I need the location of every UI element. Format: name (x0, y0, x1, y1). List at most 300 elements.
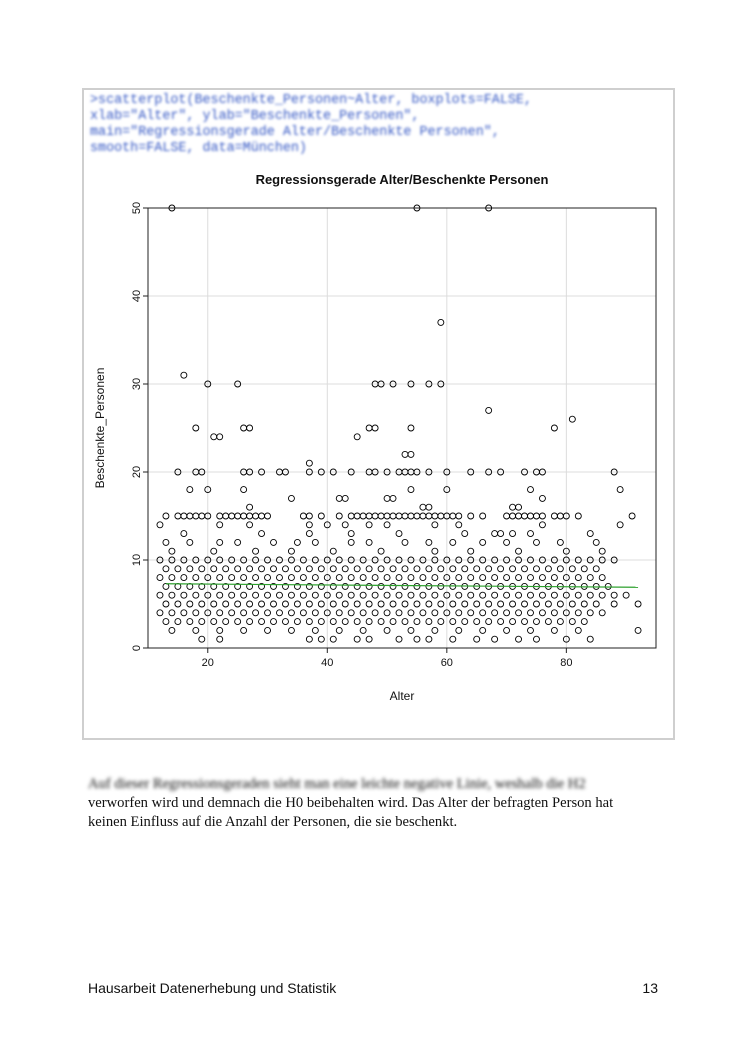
data-point (253, 592, 259, 598)
data-point (527, 513, 533, 519)
data-point (390, 495, 396, 501)
data-point (539, 522, 545, 528)
y-tick-label: 40 (131, 289, 143, 303)
data-point (384, 575, 390, 581)
data-point (378, 566, 384, 572)
data-point (330, 548, 336, 554)
data-point (157, 575, 163, 581)
data-point (378, 601, 384, 607)
data-point (420, 513, 426, 519)
data-point (611, 592, 617, 598)
data-point (187, 539, 193, 545)
data-point (354, 583, 360, 589)
data-point (181, 372, 187, 378)
data-point (456, 610, 462, 616)
data-point (318, 619, 324, 625)
data-point (306, 522, 312, 528)
data-point (163, 601, 169, 607)
data-point (545, 601, 551, 607)
data-point (551, 513, 557, 519)
data-point (587, 636, 593, 642)
data-point (217, 575, 223, 581)
data-point (271, 601, 277, 607)
data-point (253, 575, 259, 581)
data-point (199, 601, 205, 607)
data-point (342, 601, 348, 607)
data-point (504, 627, 510, 633)
data-point (247, 522, 253, 528)
data-point (276, 575, 282, 581)
data-point (474, 619, 480, 625)
data-point (187, 601, 193, 607)
data-point (480, 575, 486, 581)
data-point (211, 601, 217, 607)
data-point (163, 513, 169, 519)
data-point (169, 575, 175, 581)
data-point (533, 539, 539, 545)
data-point (372, 513, 378, 519)
data-point (354, 513, 360, 519)
data-point (450, 539, 456, 545)
data-point (522, 566, 528, 572)
data-point (306, 513, 312, 519)
data-point (241, 610, 247, 616)
data-point (426, 539, 432, 545)
data-point (396, 592, 402, 598)
data-point (318, 601, 324, 607)
data-point (211, 548, 217, 554)
data-point (360, 610, 366, 616)
data-point (306, 601, 312, 607)
data-point (372, 610, 378, 616)
data-point (330, 601, 336, 607)
data-point (318, 583, 324, 589)
data-point (330, 566, 336, 572)
data-point (408, 425, 414, 431)
data-point (306, 566, 312, 572)
data-point (253, 548, 259, 554)
data-point (408, 592, 414, 598)
data-point (593, 566, 599, 572)
data-point (408, 451, 414, 457)
data-point (288, 592, 294, 598)
data-point (187, 513, 193, 519)
data-point (330, 636, 336, 642)
data-point (312, 539, 318, 545)
data-point (402, 539, 408, 545)
data-point (533, 619, 539, 625)
data-point (390, 619, 396, 625)
data-point (330, 619, 336, 625)
data-point (569, 416, 575, 422)
data-point (241, 425, 247, 431)
data-point (408, 487, 414, 493)
data-point (372, 575, 378, 581)
data-point (522, 513, 528, 519)
data-point (390, 566, 396, 572)
data-point (581, 566, 587, 572)
data-point (539, 592, 545, 598)
data-point (450, 601, 456, 607)
data-point (348, 513, 354, 519)
data-point (522, 601, 528, 607)
data-point (551, 592, 557, 598)
data-point (510, 531, 516, 537)
data-point (516, 575, 522, 581)
data-point (294, 566, 300, 572)
code-line: xlab="Alter", ylab="Beschenkte_Personen", (90, 109, 420, 124)
data-point (372, 425, 378, 431)
data-point (294, 539, 300, 545)
data-point (527, 531, 533, 537)
data-point (420, 610, 426, 616)
data-point (539, 610, 545, 616)
data-point (593, 601, 599, 607)
data-point (462, 531, 468, 537)
data-point (516, 610, 522, 616)
x-tick-label: 40 (321, 657, 334, 669)
data-point (384, 495, 390, 501)
data-point (510, 601, 516, 607)
data-point (504, 539, 510, 545)
data-point (229, 592, 235, 598)
data-point (587, 592, 593, 598)
data-point (259, 513, 265, 519)
data-point (432, 522, 438, 528)
data-point (265, 513, 271, 519)
data-point (498, 619, 504, 625)
data-point (575, 627, 581, 633)
data-point (426, 513, 432, 519)
data-point (426, 504, 432, 510)
data-point (253, 610, 259, 616)
data-point (611, 601, 617, 607)
data-point (426, 619, 432, 625)
data-point (635, 627, 641, 633)
data-point (366, 566, 372, 572)
data-point (533, 636, 539, 642)
data-point (551, 627, 557, 633)
data-point (486, 407, 492, 413)
data-point (175, 601, 181, 607)
data-point (516, 504, 522, 510)
data-point (181, 592, 187, 598)
data-point (378, 548, 384, 554)
data-point (384, 522, 390, 528)
data-point (235, 566, 241, 572)
data-point (181, 575, 187, 581)
data-point (157, 522, 163, 528)
data-point (402, 566, 408, 572)
data-point (265, 592, 271, 598)
data-point (247, 513, 253, 519)
data-point (211, 566, 217, 572)
data-point (360, 627, 366, 633)
data-point (498, 531, 504, 537)
data-point (581, 601, 587, 607)
data-point (271, 619, 277, 625)
data-point (605, 583, 611, 589)
data-point (396, 636, 402, 642)
data-point (498, 601, 504, 607)
data-point (557, 566, 563, 572)
data-point (229, 513, 235, 519)
data-point (545, 619, 551, 625)
data-point (516, 636, 522, 642)
data-point (599, 610, 605, 616)
data-point (217, 627, 223, 633)
data-point (599, 592, 605, 598)
data-point (312, 575, 318, 581)
data-point (390, 601, 396, 607)
data-point (492, 531, 498, 537)
data-point (354, 566, 360, 572)
data-point (408, 513, 414, 519)
data-point (527, 575, 533, 581)
data-point (193, 592, 199, 598)
data-point (432, 548, 438, 554)
data-point (175, 619, 181, 625)
data-point (288, 495, 294, 501)
data-point (336, 592, 342, 598)
chart-title: Regressionsgerade Alter/Beschenkte Personen (255, 172, 549, 187)
data-point (575, 575, 581, 581)
y-tick-label: 30 (131, 377, 143, 391)
data-point (480, 539, 486, 545)
data-point (468, 592, 474, 598)
data-point (593, 539, 599, 545)
data-point (217, 610, 223, 616)
data-point (474, 566, 480, 572)
data-point (312, 627, 318, 633)
data-point (486, 619, 492, 625)
data-point (300, 610, 306, 616)
data-point (157, 592, 163, 598)
data-point (635, 601, 641, 607)
data-point (211, 619, 217, 625)
data-point (360, 592, 366, 598)
y-tick-label: 0 (131, 644, 143, 652)
data-point (366, 513, 372, 519)
data-point (587, 610, 593, 616)
data-point (306, 619, 312, 625)
data-point (336, 610, 342, 616)
data-point (617, 487, 623, 493)
data-point (193, 513, 199, 519)
data-point (276, 610, 282, 616)
data-point (366, 539, 372, 545)
data-point (533, 601, 539, 607)
data-point (181, 610, 187, 616)
data-point (569, 566, 575, 572)
data-point (163, 539, 169, 545)
data-point (360, 513, 366, 519)
data-point (175, 513, 181, 519)
data-point (617, 522, 623, 528)
data-point (378, 583, 384, 589)
plot-area (148, 208, 656, 648)
data-point (241, 487, 247, 493)
x-tick-label: 20 (201, 657, 214, 669)
data-point (282, 566, 288, 572)
data-point (402, 513, 408, 519)
data-point (354, 434, 360, 440)
data-point (504, 575, 510, 581)
data-point (235, 601, 241, 607)
data-point (480, 627, 486, 633)
paragraph-line: verworfen wird und demnach die H0 beibehalten wird. Das Alter der befragten Person hat (88, 795, 614, 811)
data-point (456, 592, 462, 598)
data-point (312, 610, 318, 616)
data-point (384, 513, 390, 519)
y-tick-label: 10 (131, 553, 143, 567)
data-point (187, 487, 193, 493)
data-point (539, 575, 545, 581)
data-point (300, 513, 306, 519)
data-point (336, 575, 342, 581)
data-point (235, 619, 241, 625)
data-point (247, 601, 253, 607)
data-point (282, 619, 288, 625)
data-point (623, 592, 629, 598)
data-point (354, 636, 360, 642)
data-point (456, 627, 462, 633)
data-point (259, 619, 265, 625)
data-point (510, 513, 516, 519)
y-tick-label: 50 (131, 201, 143, 215)
data-point (456, 575, 462, 581)
data-point (348, 539, 354, 545)
data-point (414, 513, 420, 519)
data-point (265, 575, 271, 581)
data-point (384, 627, 390, 633)
data-point (510, 566, 516, 572)
data-point (575, 592, 581, 598)
data-point (271, 566, 277, 572)
data-point (342, 619, 348, 625)
scatter-chart (82, 160, 675, 738)
data-point (474, 636, 480, 642)
data-point (408, 610, 414, 616)
data-point (294, 601, 300, 607)
data-point (533, 513, 539, 519)
data-point (527, 627, 533, 633)
data-point (432, 592, 438, 598)
data-point (569, 601, 575, 607)
data-point (599, 575, 605, 581)
data-point (217, 522, 223, 528)
data-point (175, 566, 181, 572)
data-point (169, 610, 175, 616)
chart-grid (148, 208, 656, 648)
data-point (169, 627, 175, 633)
data-point (211, 434, 217, 440)
data-point (199, 566, 205, 572)
data-point (342, 566, 348, 572)
data-point (420, 504, 426, 510)
data-point (288, 627, 294, 633)
data-point (629, 513, 635, 519)
data-point (462, 566, 468, 572)
data-point (492, 636, 498, 642)
data-point (504, 513, 510, 519)
data-point (504, 592, 510, 598)
data-point (492, 592, 498, 598)
data-point (366, 583, 372, 589)
data-point (223, 513, 229, 519)
data-point (265, 610, 271, 616)
data-point (474, 601, 480, 607)
data-point (533, 566, 539, 572)
data-point (294, 619, 300, 625)
data-point (366, 522, 372, 528)
data-point (318, 513, 324, 519)
data-point (217, 434, 223, 440)
data-point (247, 619, 253, 625)
data-point (516, 592, 522, 598)
x-axis (202, 648, 573, 669)
data-point (492, 610, 498, 616)
data-point (569, 619, 575, 625)
data-point (253, 513, 259, 519)
data-point (241, 627, 247, 633)
data-point (498, 566, 504, 572)
data-point (223, 619, 229, 625)
data-point (318, 636, 324, 642)
data-point (259, 531, 265, 537)
x-tick-label: 60 (440, 657, 453, 669)
data-point (241, 575, 247, 581)
data-point (163, 566, 169, 572)
paragraph-line: Auf dieser Regressionsgeraden sieht man eine leichte negative Linie, weshalb die H2 (88, 776, 586, 792)
data-point (426, 566, 432, 572)
data-point (163, 619, 169, 625)
data-point (384, 610, 390, 616)
code-line: main="Regressionsgerade Alter/Beschenkte Personen", (90, 125, 500, 140)
data-point (426, 583, 432, 589)
data-point (414, 636, 420, 642)
data-point (336, 495, 342, 501)
data-point (575, 513, 581, 519)
data-point (432, 575, 438, 581)
data-point (187, 619, 193, 625)
data-point (378, 619, 384, 625)
data-point (181, 531, 187, 537)
data-point (414, 619, 420, 625)
data-point (462, 619, 468, 625)
data-point (348, 575, 354, 581)
data-point (492, 575, 498, 581)
data-point (306, 636, 312, 642)
data-point (259, 566, 265, 572)
data-point (468, 548, 474, 554)
data-point (247, 425, 253, 431)
data-point (402, 451, 408, 457)
data-point (581, 619, 587, 625)
data-point (348, 610, 354, 616)
data-point (396, 575, 402, 581)
data-point (384, 592, 390, 598)
data-point (223, 601, 229, 607)
data-point (318, 566, 324, 572)
x-axis-label: Alter (389, 689, 415, 703)
data-point (157, 610, 163, 616)
data-point (235, 539, 241, 545)
data-point (414, 583, 420, 589)
data-point (366, 601, 372, 607)
data-point (468, 610, 474, 616)
data-point (312, 592, 318, 598)
